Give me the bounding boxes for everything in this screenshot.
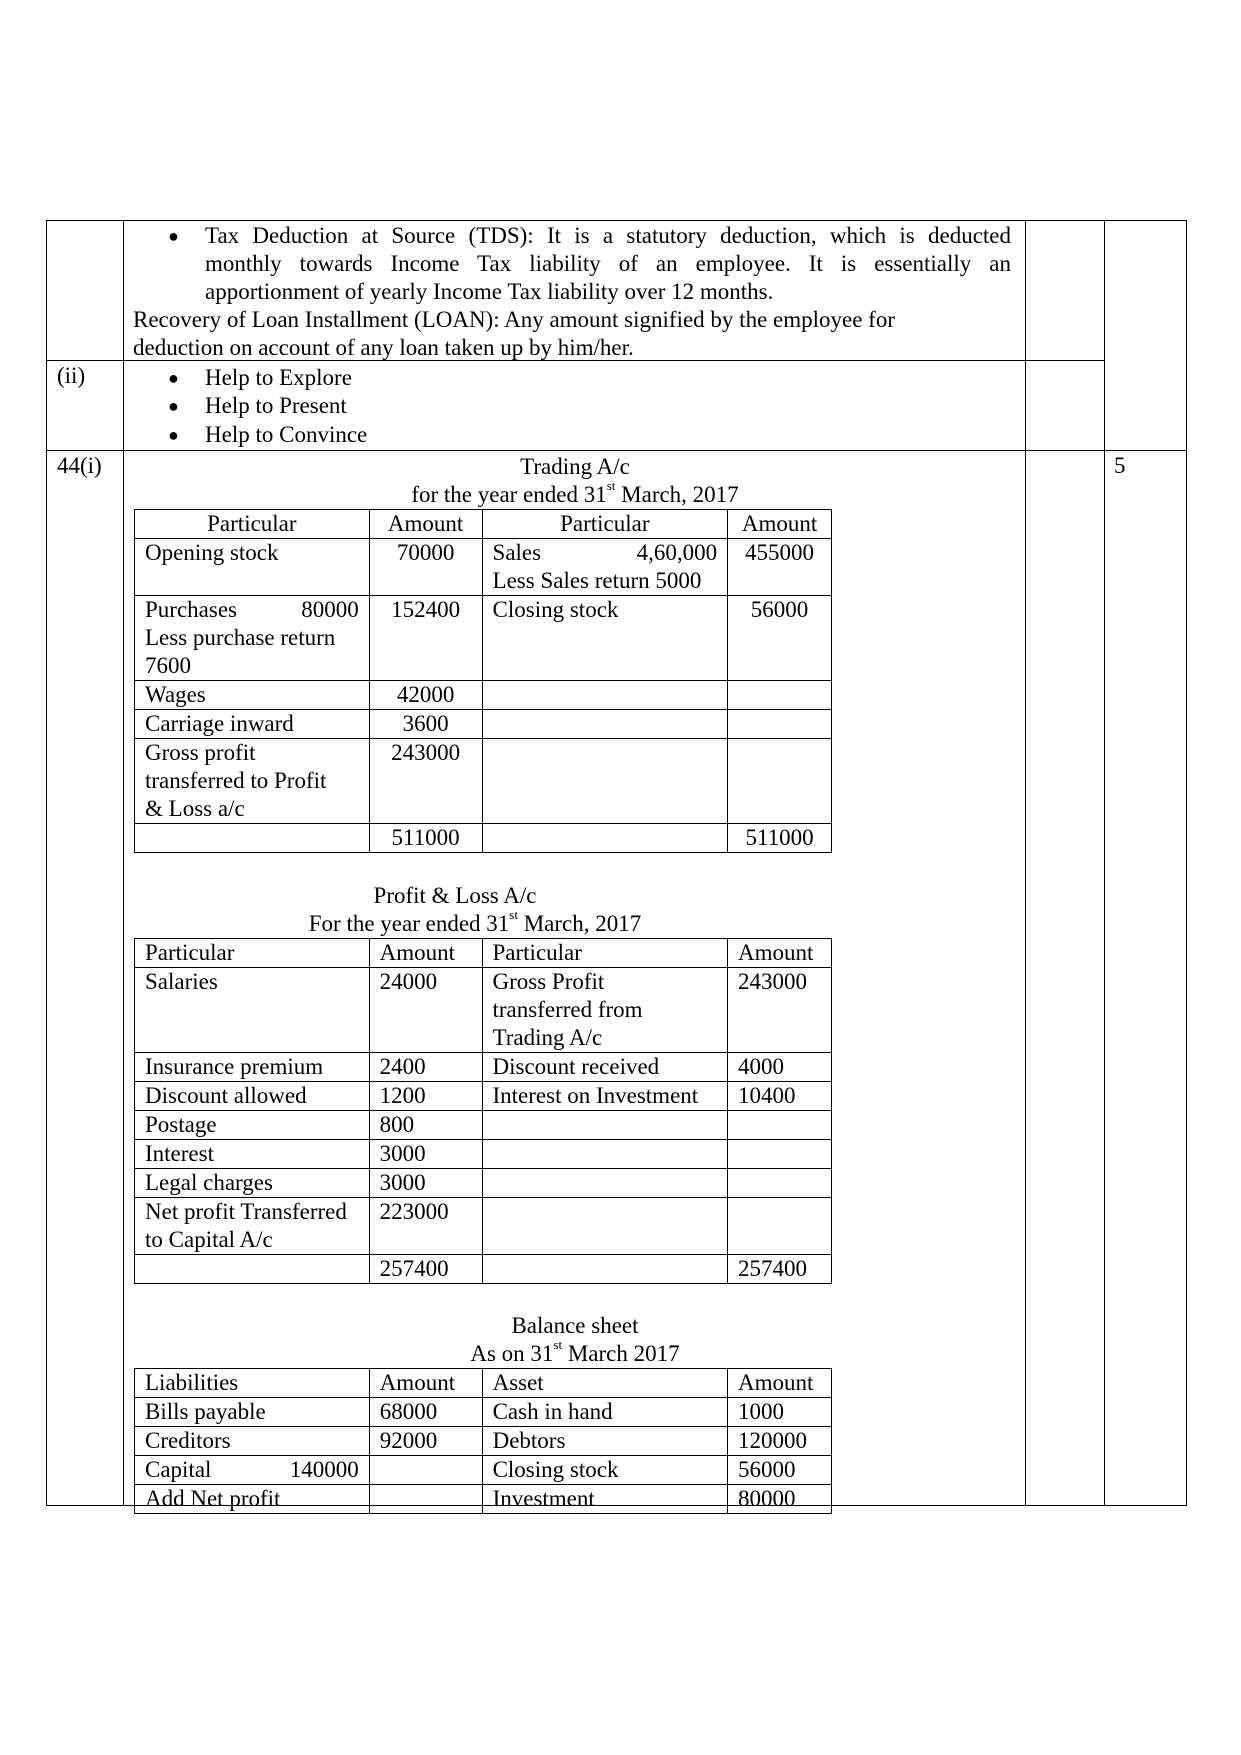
particular-cell: Legal charges [135, 1169, 370, 1198]
amount-cell: 120000 [728, 1427, 832, 1456]
table-row [135, 1485, 832, 1514]
amount-cell: 3600 [369, 710, 482, 739]
table-header-row [135, 1369, 832, 1398]
amount-cell: 243000 [369, 739, 482, 824]
empty-cell [728, 1169, 832, 1198]
header-amount: Amount [728, 939, 832, 968]
header-liabilities: Liabilities [135, 1369, 370, 1398]
particular-cell: Interest on Investment [482, 1082, 728, 1111]
header-asset: Asset [482, 1369, 727, 1398]
table-row [135, 1140, 832, 1169]
particular-cell: Sales 4,60,000 Less Sales return 5000 [482, 539, 728, 596]
asset-cell: Closing stock [482, 1456, 727, 1485]
table-total-row [135, 1255, 832, 1284]
empty-cell [728, 1111, 832, 1140]
header-amount: Amount [369, 510, 482, 539]
particular-cell: Interest [135, 1140, 370, 1169]
amount-cell: 24000 [369, 968, 482, 1053]
amount-cell: 70000 [369, 539, 482, 596]
bullet-icon: ● [168, 396, 179, 416]
particular-cell: Gross Profit transferred from Trading A/c [482, 968, 728, 1053]
particular-cell: Purchases 80000 Less purchase return 7600 [135, 596, 370, 681]
loan-line-1: Recovery of Loan Installment (LOAN): Any amount signified by the employee for [133, 307, 895, 332]
total-amount-cell: 257400 [369, 1255, 482, 1284]
table-header-row [135, 510, 832, 539]
table-row [135, 1169, 832, 1198]
list-item: Help to Convince [205, 422, 368, 447]
balance-sheet-title: Balance sheet [511, 1313, 639, 1338]
header-particular: Particular [135, 939, 370, 968]
row-divider-2 [46, 450, 1187, 451]
frame-top-border [46, 220, 1187, 221]
empty-cell [728, 1198, 832, 1255]
bullet-icon: ● [168, 226, 179, 246]
empty-cell [482, 739, 728, 824]
empty-cell [728, 1140, 832, 1169]
bullet-icon: ● [168, 425, 179, 445]
pl-title: Profit & Loss A/c [373, 883, 537, 908]
amount-cell: 1200 [369, 1082, 482, 1111]
amount-cell: 243000 [728, 968, 832, 1053]
balance-sheet-subtitle: As on 31st March 2017 [470, 1337, 680, 1366]
frame-col2-border [1025, 220, 1026, 1505]
trading-subtitle: for the year ended 31st March, 2017 [411, 478, 739, 507]
empty-cell [482, 1111, 728, 1140]
liability-cell: Add Net profit [135, 1485, 370, 1514]
empty-cell [728, 739, 832, 824]
empty-cell [482, 1198, 728, 1255]
header-amount: Amount [369, 939, 482, 968]
empty-cell [135, 1255, 370, 1284]
amount-cell: 4000 [728, 1053, 832, 1082]
empty-cell [369, 1456, 482, 1485]
total-amount-cell: 511000 [728, 824, 832, 853]
question-label-44i: 44(i) [57, 453, 102, 478]
particular-cell: Opening stock [135, 539, 370, 596]
table-row [135, 968, 832, 1053]
total-amount-cell: 257400 [728, 1255, 832, 1284]
amount-cell: 68000 [369, 1398, 482, 1427]
tds-line-1: Tax Deduction at Source (TDS): It is a statutory deduction, which is deducted [205, 223, 1011, 248]
amount-cell: 455000 [728, 539, 832, 596]
table-row [135, 1111, 832, 1140]
asset-cell: Investment [482, 1485, 727, 1514]
particular-cell: Salaries [135, 968, 370, 1053]
amount-cell: 1000 [728, 1398, 832, 1427]
amount-cell: 92000 [369, 1427, 482, 1456]
frame-col3-border [1104, 220, 1105, 1505]
asset-cell: Debtors [482, 1427, 727, 1456]
empty-cell [135, 824, 370, 853]
particular-cell: Gross profit transferred to Profit & Loss a/c [135, 739, 370, 824]
empty-cell [482, 710, 728, 739]
question-label-ii: (ii) [57, 363, 86, 388]
table-row [135, 539, 832, 596]
empty-cell [482, 1140, 728, 1169]
liability-cell: Creditors [135, 1427, 370, 1456]
empty-cell [482, 1255, 728, 1284]
table-total-row [135, 824, 832, 853]
empty-cell [369, 1485, 482, 1514]
tds-line-3: apportionment of yearly Income Tax liability over 12 months. [205, 279, 774, 304]
table-row [135, 1398, 832, 1427]
frame-col1-border [123, 220, 124, 1505]
empty-cell [482, 824, 728, 853]
table-row [135, 1053, 832, 1082]
table-row [135, 596, 832, 681]
list-item: Help to Present [205, 393, 347, 418]
tds-line-2: monthly towards Income Tax liability of an employee. It is essentially an [205, 251, 1011, 276]
header-particular: Particular [135, 510, 370, 539]
table-row [135, 1456, 832, 1485]
particular-cell: Closing stock [482, 596, 728, 681]
table-row [135, 710, 832, 739]
amount-cell: 42000 [369, 681, 482, 710]
empty-cell [482, 1169, 728, 1198]
empty-cell [482, 681, 728, 710]
profit-loss-table [134, 938, 832, 1284]
amount-cell: 10400 [728, 1082, 832, 1111]
amount-cell: 800 [369, 1111, 482, 1140]
amount-cell: 56000 [728, 596, 832, 681]
frame-left-border [46, 220, 47, 1505]
frame-right-border [1186, 220, 1187, 1505]
asset-cell: Cash in hand [482, 1398, 727, 1427]
amount-cell: 152400 [369, 596, 482, 681]
trading-account-table [134, 509, 832, 853]
header-amount: Amount [728, 1369, 832, 1398]
liability-cell: Bills payable [135, 1398, 370, 1427]
balance-sheet-table [134, 1368, 832, 1514]
amount-cell: 56000 [728, 1456, 832, 1485]
table-row [135, 681, 832, 710]
amount-cell: 2400 [369, 1053, 482, 1082]
header-particular: Particular [482, 510, 728, 539]
bullet-icon: ● [168, 368, 179, 388]
amount-cell: 3000 [369, 1169, 482, 1198]
amount-cell: 3000 [369, 1140, 482, 1169]
table-row [135, 1198, 832, 1255]
header-amount: Amount [369, 1369, 482, 1398]
empty-cell [728, 710, 832, 739]
marks-value: 5 [1114, 453, 1126, 478]
table-row [135, 739, 832, 824]
particular-cell: Net profit Transferred to Capital A/c [135, 1198, 370, 1255]
header-particular: Particular [482, 939, 728, 968]
particular-cell: Postage [135, 1111, 370, 1140]
particular-cell: Discount allowed [135, 1082, 370, 1111]
pl-subtitle: For the year ended 31st March, 2017 [308, 907, 642, 936]
liability-cell: Capital 140000 [135, 1456, 370, 1485]
list-item: Help to Explore [205, 365, 352, 390]
particular-cell: Wages [135, 681, 370, 710]
particular-cell: Carriage inward [135, 710, 370, 739]
particular-cell: Discount received [482, 1053, 728, 1082]
header-amount: Amount [728, 510, 832, 539]
particular-cell: Insurance premium [135, 1053, 370, 1082]
table-header-row [135, 939, 832, 968]
trading-title: Trading A/c [520, 454, 630, 479]
empty-cell [728, 681, 832, 710]
amount-cell: 223000 [369, 1198, 482, 1255]
loan-line-2: deduction on account of any loan taken up by him/her. [133, 335, 634, 360]
total-amount-cell: 511000 [369, 824, 482, 853]
table-row [135, 1082, 832, 1111]
amount-cell: 80000 [728, 1485, 832, 1514]
table-row [135, 1427, 832, 1456]
